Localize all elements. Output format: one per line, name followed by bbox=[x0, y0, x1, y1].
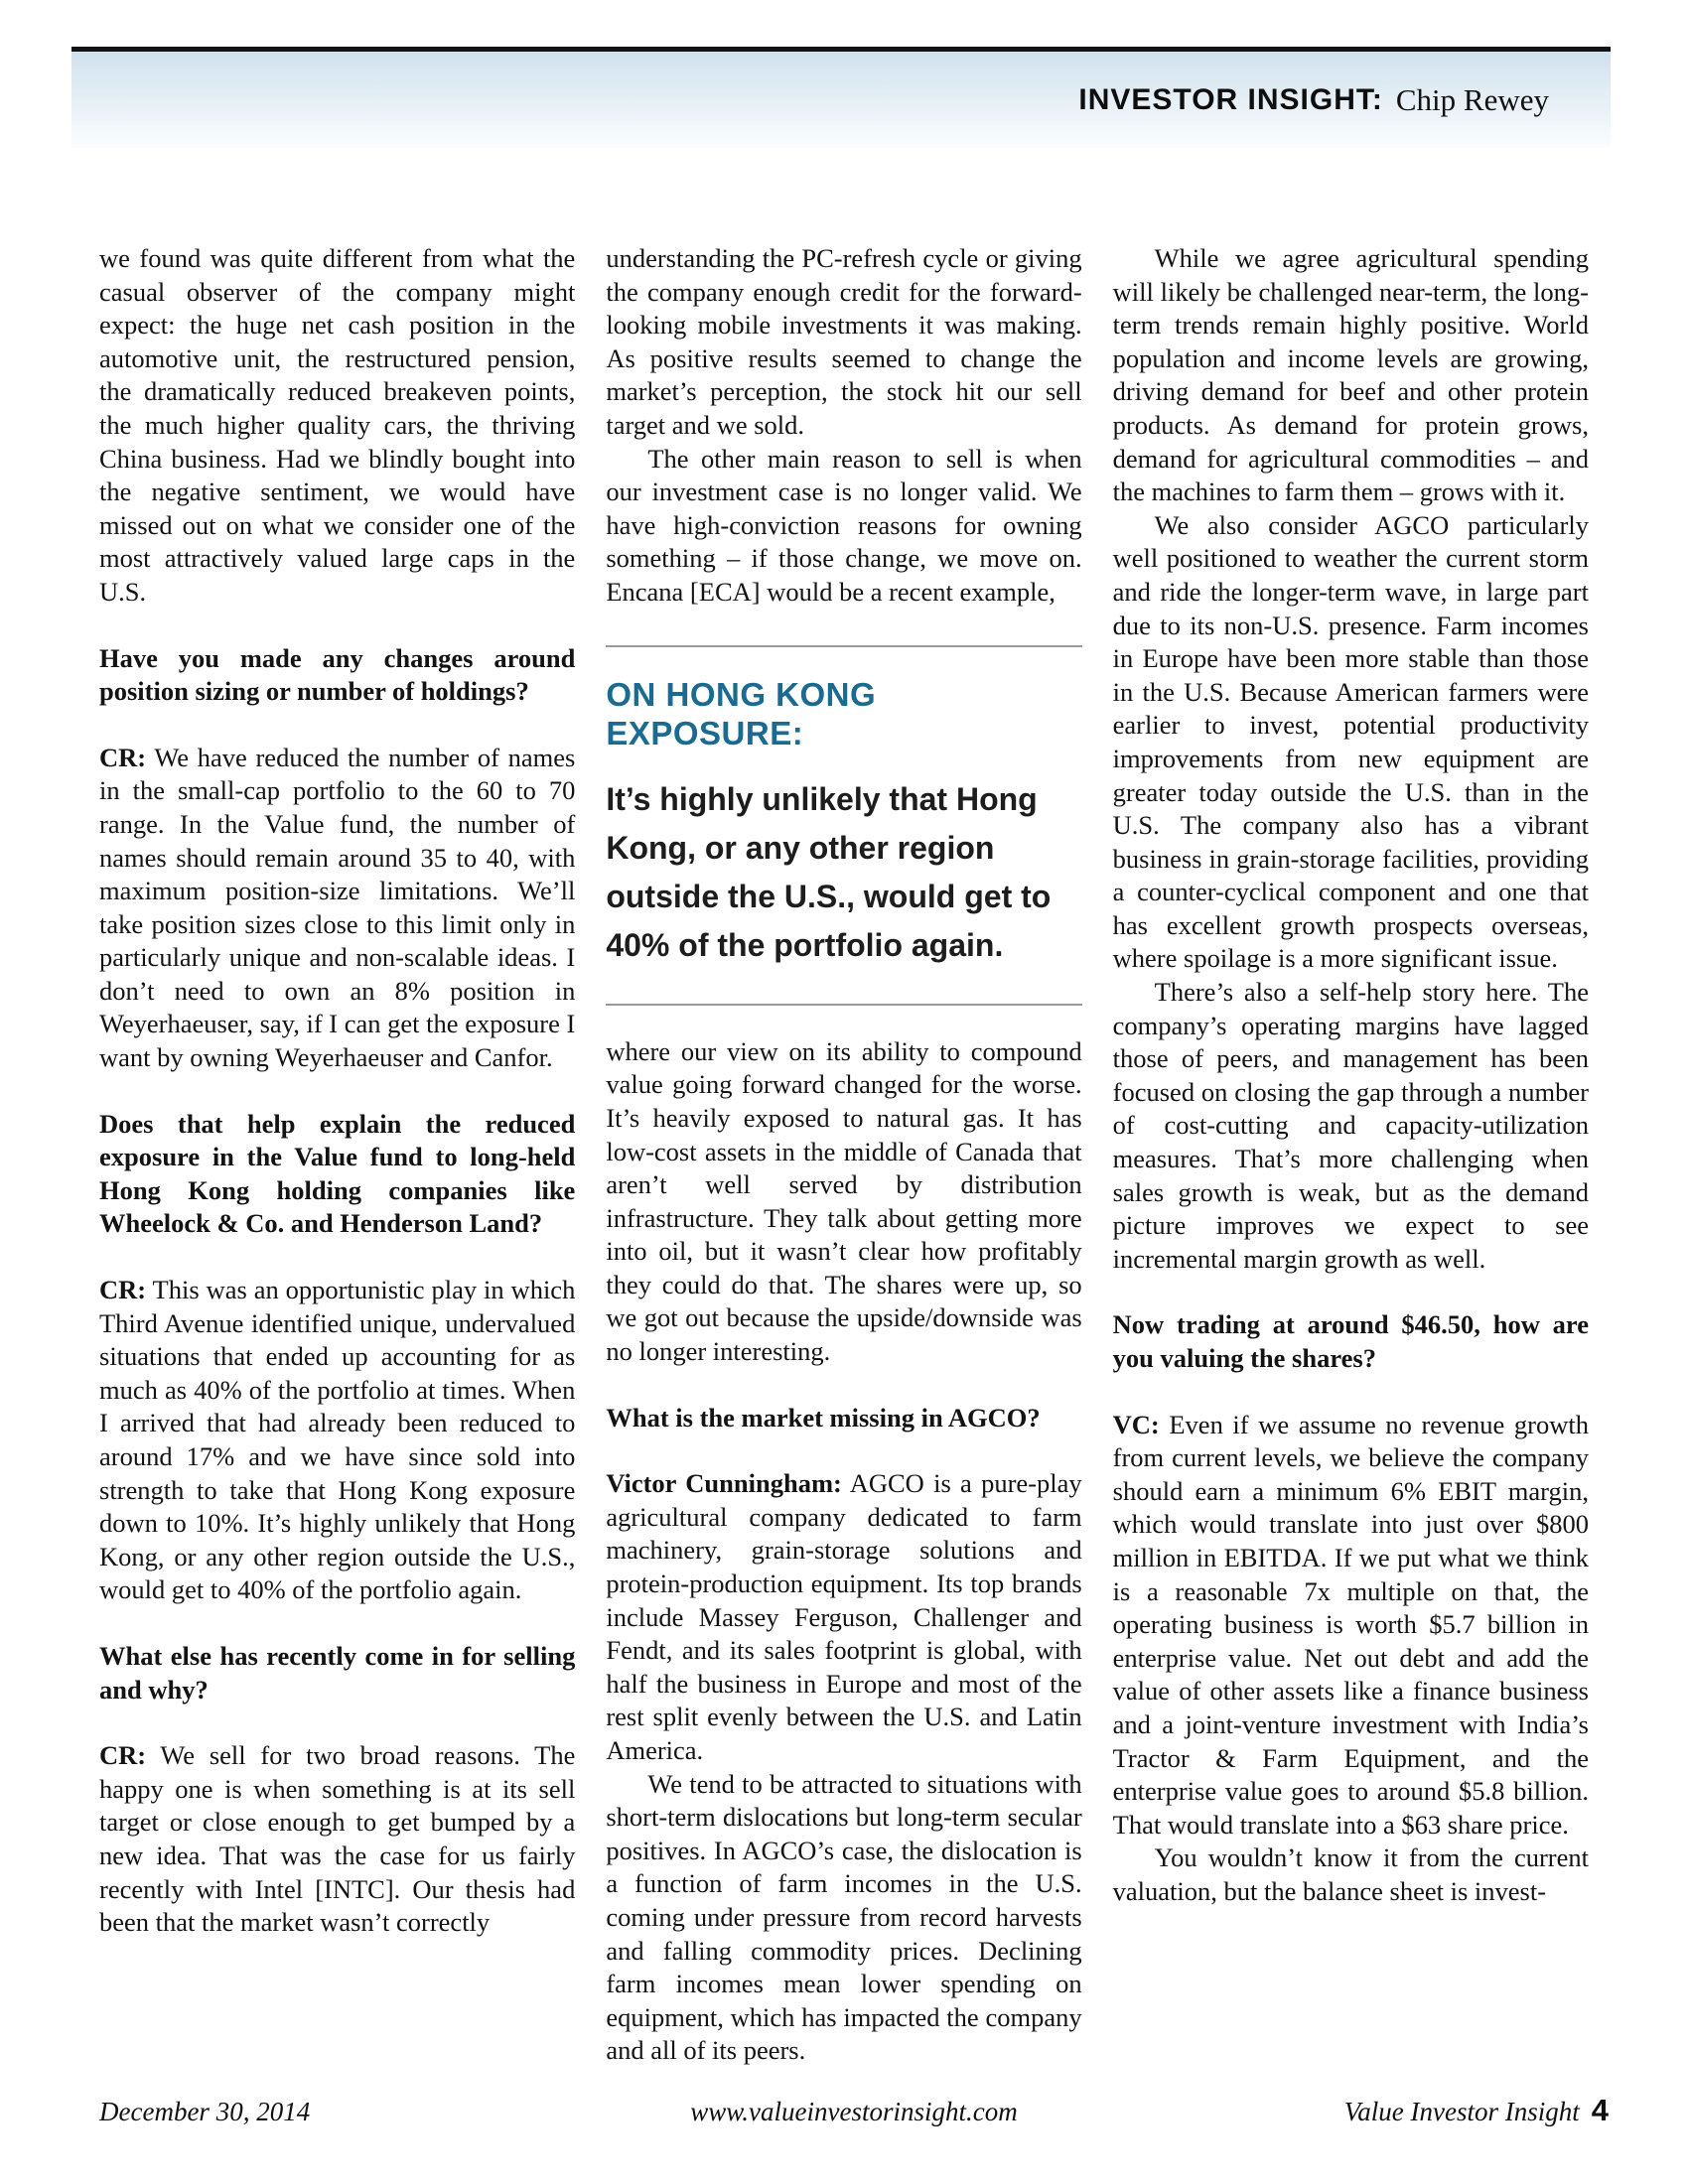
answer-speaker-label: CR: bbox=[99, 1740, 147, 1771]
interview-question: What else has recently come in for selling and why? bbox=[99, 1640, 576, 1705]
paragraph-continuation: understanding the PC-refresh cycle or giving the company enough credit for the forward-looking mobile investments it was making. As positive results seemed to change the market’s perception, the stock hit our sell target and we sold. bbox=[606, 243, 1082, 440]
column-3 bbox=[1113, 242, 1589, 2089]
column-2 bbox=[606, 242, 1081, 2089]
interview-question: What is the market missing in AGCO? bbox=[606, 1402, 1041, 1433]
interview-answer bbox=[1113, 1409, 1589, 1843]
paragraph: There’s also a self-help story here. The company’s operating margins have lagged those of peers, and management has been focused on closing the gap through a number of cost-cutting and capacity-utilization measures. That’s more challenging when sales growth is weak, but as the demand picture improves we expect to see incremental margin growth as well. bbox=[1112, 977, 1589, 1274]
header-interviewee-name: Chip Rewey bbox=[1395, 81, 1549, 117]
footer-publication-block bbox=[1344, 2093, 1609, 2128]
answer-text: We sell for two broad reasons. The happy one is when something is at its sell target or close enough to get bumped by a new idea. That was the case for us fairly recently with Intel [INTC]. Our thesis had been that the market wasn’t correctly bbox=[99, 1740, 576, 1938]
answer-text: AGCO is a pure-play agricultural company dedicated to farm machinery, grain-storage solutions and protein-production equipment. Its top brands include Massey Ferguson, Challenger and Fendt, and its sales footprint is global, with half the business in Europe and most of the rest split evenly between the U.S. and Latin America. bbox=[606, 1468, 1082, 1765]
interview-answer bbox=[606, 1467, 1081, 1767]
answer-speaker-label: CR: bbox=[99, 1275, 147, 1305]
paragraph: You wouldn’t know it from the current valuation, but the balance sheet is invest- bbox=[1112, 1843, 1589, 1906]
column-1 bbox=[99, 242, 575, 2089]
paragraph: We also consider AGCO particularly well positioned to weather the current storm and ride the longer-term wave, in large part due to its non-U.S. presence. Farm incomes in Europe have been more stable than those in the U.S. Because American farmers were earlier to invest, potential productivity improvements from new equipment are greater today outside the U.S. than in the U.S. The company also has a vibrant business in grain-storage facilities, providing a counter-cyclical component and one that has excellent growth prospects overseas, where spoilage is a more significant issue. bbox=[1112, 509, 1589, 974]
header-series-label: INVESTOR INSIGHT: bbox=[1078, 82, 1383, 116]
answer-speaker-label: VC: bbox=[1112, 1409, 1160, 1439]
footer-date: December 30, 2014 bbox=[99, 2097, 311, 2126]
answer-speaker-label: CR: bbox=[99, 742, 147, 772]
article-body bbox=[99, 242, 1589, 2089]
interview-answer bbox=[99, 742, 575, 1075]
answer-speaker-label: Victor Cunningham: bbox=[606, 1468, 842, 1499]
pull-quote-box bbox=[606, 645, 1081, 1006]
footer-page-number: 4 bbox=[1591, 2093, 1609, 2127]
paragraph-continuation: where our view on its ability to compound value going forward changed for the worse. It’s heavily exposed to natural gas. It has low-cost assets in the middle of Canada that aren’t well served by distribution infrastructure. They talk about getting more into oil, but it wasn’t clear how profitably they could do that. The shares were up, so we got out because the upside/downside was no longer interesting. bbox=[606, 1035, 1082, 1367]
paragraph: While we agree agricultural spending will likely be challenged near-term, the long-term trends remain highly positive. World population and income levels are growing, driving demand for beef and other protein products. As demand for protein grows, demand for agricultural commodities – and the machines to farm them – grows with it. bbox=[1112, 243, 1589, 507]
answer-text: This was an opportunistic play in which Third Avenue identified unique, undervalued situations that ended up accounting for as much as 40% of the portfolio at times. When I arrived that had already been reduced to around 17% and we have since sold into strength to take that Hong Kong exposure down to 10%. It’s highly unlikely that Hong Kong, or any other region outside the U.S., would get to 40% of the portfolio again. bbox=[99, 1275, 576, 1605]
paragraph: We tend to be attracted to situations with short-term dislocations but long-term secular positives. In AGCO’s case, the dislocation is a function of farm incomes in the U.S. coming under pressure from record harvests and falling commodity prices. Declining farm incomes mean lower spending on equipment, which has impacted the company and all of its peers. bbox=[606, 1768, 1082, 2066]
answer-text: We have reduced the number of names in the small-cap portfolio to the 60 to 70 range. In the Value fund, the number of names should remain around 35 to 40, with maximum position-size limitations. We’ll take position sizes close to this limit only in particularly unique and non-scalable ideas. I don’t need to own an 8% position in Weyerhaeuser, say, if I can get the exposure I want by owning Weyerhaeuser and Canfor. bbox=[99, 742, 576, 1073]
footer-website: www.valueinvestorinsight.com bbox=[690, 2097, 1018, 2126]
page-footer bbox=[99, 2093, 1609, 2136]
paragraph: The other main reason to sell is when our investment case is no longer valid. We have high-conviction reasons for owning something – if those change, we move on. Encana [ECA] would be a recent example, bbox=[606, 443, 1082, 607]
interview-answer bbox=[99, 1739, 575, 1940]
interview-question: Have you made any changes around position sizing or number of holdings? bbox=[99, 642, 576, 707]
footer-publication-name: Value Investor Insight bbox=[1343, 2097, 1580, 2126]
paragraph-continuation: we found was quite different from what the casual observer of the company might expect: the huge net cash position in the automotive unit, the restructured pension, the dramatically reduced breakeven points, the much higher quality cars, the thriving China business. Had we blindly bought into the negative sentiment, we would have missed out on what we consider one of the most attractively valued large caps in the U.S. bbox=[99, 243, 576, 607]
interview-answer bbox=[99, 1274, 575, 1607]
pull-quote-text: It’s highly unlikely that Hong Kong, or any other region outside the U.S., would get to 40% of the portfolio again. bbox=[606, 780, 1052, 963]
pull-quote-heading: ON HONG KONG EXPOSURE: bbox=[606, 675, 877, 752]
interview-question: Does that help explain the reduced exposure in the Value fund to long-held Hong Kong holding companies like Wheelock & Co. and Henderson Land? bbox=[99, 1108, 576, 1239]
interview-question: Now trading at around $46.50, how are you valuing the shares? bbox=[1112, 1309, 1589, 1373]
header-band bbox=[71, 52, 1611, 148]
answer-text: Even if we assume no revenue growth from current levels, we believe the company should earn a minimum 6% EBIT margin, which would translate into just over $800 million in EBITDA. If we put what we think is a reasonable 7x multiple on that, the operating business is worth $5.7 billion in enterprise value. Net out debt and add the value of other assets like a finance business and a joint-venture investment with India’s Tractor & Farm Equipment, and the enterprise value goes to around $5.8 billion. That would translate into a $63 share price. bbox=[1112, 1409, 1589, 1840]
